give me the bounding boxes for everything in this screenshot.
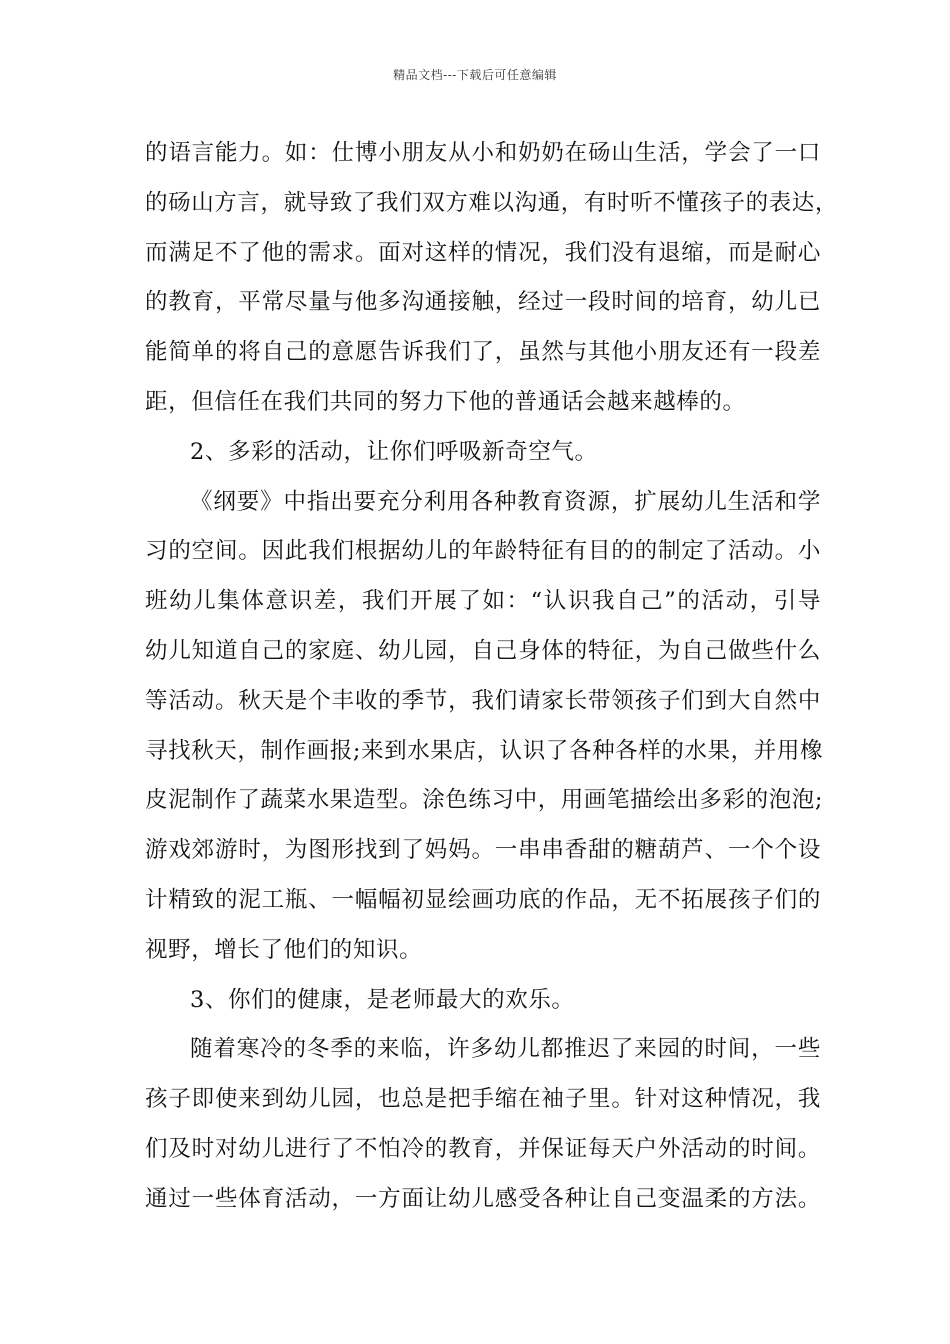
text-line: 幼儿知道自己的家庭、幼儿园，自己身体的特征，为自己做些什么 — [145, 638, 821, 664]
text-line: 习的空间。因此我们根据幼儿的年龄特征有目的的制定了活动。小 — [145, 538, 821, 565]
text-line: 距，但信任在我们共同的努力下他的普通话会越来越棒的。 — [145, 389, 746, 415]
text-line: 计精致的泥工瓶、一幅幅初显绘画功底的作品，无不拓展孩子们的 — [145, 887, 821, 913]
text-line: 等活动。秋天是个丰收的季节，我们请家长带领孩子们到大自然中 — [145, 687, 821, 714]
text-line: 的砀山方言，就导致了我们双方难以沟通，有时听不懂孩子的表达， — [145, 189, 839, 216]
text-line: 的教育，平常尽量与他多沟通接触，经过一段时间的培育，幼儿已 — [145, 289, 821, 316]
text-line: 能简单的将自己的意愿告诉我们了，虽然与其他小朋友还有一段差 — [145, 339, 821, 366]
text-line: 班幼儿集体意识差，我们开展了如：“认识我自己”的活动，引导 — [145, 588, 821, 615]
text-line: 游戏郊游时，为图形找到了妈妈。一串串香甜的糖葫芦、一个个设 — [145, 837, 821, 864]
text-line: 们及时对幼儿进行了不怕冷的教育，并保证每天户外活动的时间。 — [145, 1136, 821, 1162]
text-line: 视野，增长了他们的知识。 — [145, 936, 423, 963]
text-line: 的语言能力。如：仕博小朋友从小和奶奶在砀山生活，学会了一口 — [145, 140, 821, 166]
text-line: 随着寒冷的冬季的来临，许多幼儿都推迟了来园的时间，一些 — [190, 1036, 821, 1063]
text-line: 孩子即使来到幼儿园，也总是把手缩在袖子里。针对这种情况，我 — [145, 1086, 821, 1113]
text-line: 2、多彩的活动，让你们呼吸新奇空气。 — [190, 438, 598, 465]
text-line: 寻找秋天，制作画报;来到水果店，认识了各种各样的水果，并用橡 — [145, 737, 824, 764]
text-line: 《纲要》中指出要充分利用各种教育资源，扩展幼儿生活和学 — [190, 488, 821, 515]
text-line: 通过一些体育活动，一方面让幼儿感受各种让自己变温柔的方法。 — [145, 1185, 821, 1212]
page-header: 精品文档---下载后可任意编辑 — [393, 68, 557, 82]
text-line: 而满足不了他的需求。面对这样的情况，我们没有退缩，而是耐心 — [145, 239, 821, 266]
text-line: 3、你们的健康，是老师最大的欢乐。 — [190, 986, 575, 1013]
text-line: 皮泥制作了蔬菜水果造型。涂色练习中，用画笔描绘出多彩的泡泡; — [145, 787, 824, 814]
